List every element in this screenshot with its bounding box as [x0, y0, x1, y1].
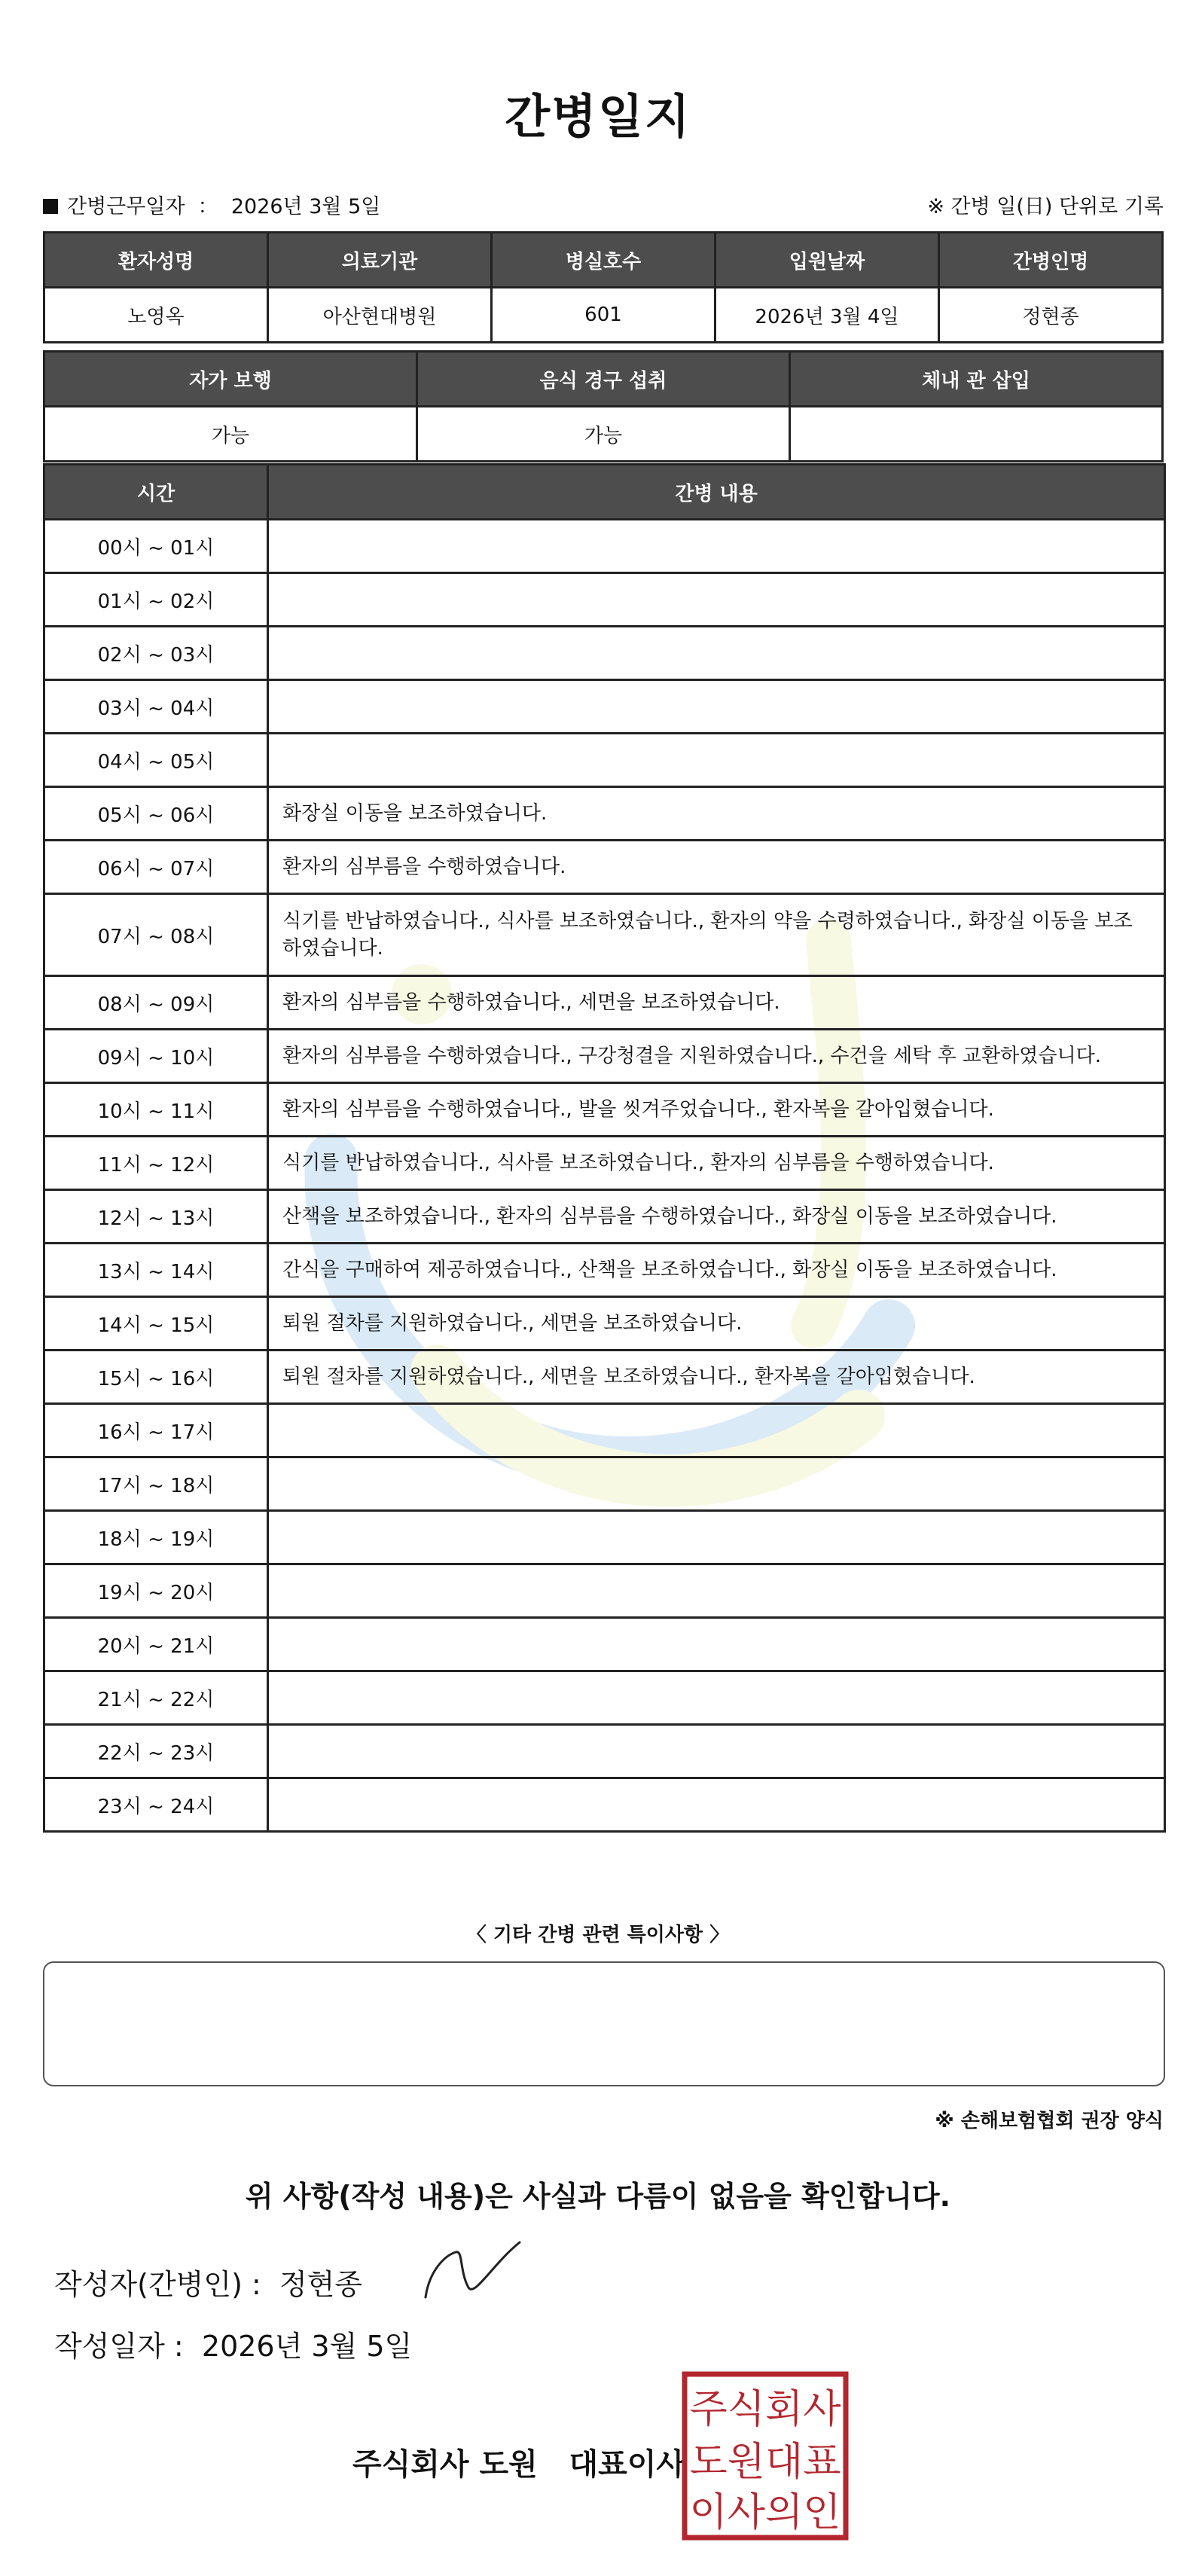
row-content [268, 1671, 1165, 1725]
table-row [44, 734, 1165, 787]
row-content [268, 1457, 1165, 1511]
row-content [268, 1618, 1165, 1671]
header-room: 병실호수 [492, 233, 715, 288]
header-caregiver: 간병인명 [939, 233, 1163, 288]
table-row [44, 976, 1165, 1030]
row-content: 식기를 반납하였습니다., 식사를 보조하였습니다., 환자의 약을 수령하였습니다., 화장실 이동을 보조하였습니다. [268, 894, 1165, 976]
row-content [268, 680, 1165, 734]
table-row [44, 1083, 1165, 1137]
table-row [44, 1030, 1165, 1083]
table-row [44, 1564, 1165, 1618]
row-time: 12시 ~ 13시 [44, 1190, 268, 1244]
writer-row [54, 2261, 362, 2303]
self-walking-value: 가능 [44, 407, 417, 462]
table-row [44, 1725, 1165, 1778]
row-time: 17시 ~ 18시 [44, 1457, 268, 1511]
row-time: 22시 ~ 23시 [44, 1725, 268, 1778]
table-row [44, 520, 1165, 573]
table-row [44, 627, 1165, 680]
row-content: 환자의 심부름을 수행하였습니다., 발을 씻겨주었습니다., 환자복을 갈아입혔습니다. [268, 1083, 1165, 1137]
row-time: 02시 ~ 03시 [44, 627, 268, 680]
row-content [268, 1564, 1165, 1618]
row-content: 산책을 보조하였습니다., 환자의 심부름을 수행하였습니다., 화장실 이동을 보조하였습니다. [268, 1190, 1165, 1244]
header-time: 시간 [44, 465, 268, 520]
row-time: 13시 ~ 14시 [44, 1244, 268, 1297]
table-row [44, 1297, 1165, 1351]
table-row [44, 1137, 1165, 1190]
row-time: 11시 ~ 12시 [44, 1137, 268, 1190]
row-content: 퇴원 절차를 지원하였습니다., 세면을 보조하였습니다. [268, 1297, 1165, 1351]
row-content [268, 1725, 1165, 1778]
header-admission-date: 입원날짜 [715, 233, 939, 288]
row-time: 21시 ~ 22시 [44, 1671, 268, 1725]
writer-label: 작성자(간병인) : [54, 2268, 261, 2301]
row-content [268, 627, 1165, 680]
row-time: 03시 ~ 04시 [44, 680, 268, 734]
table-row [44, 787, 1165, 841]
seal-line-1: 주식회사 [689, 2387, 841, 2432]
row-time: 18시 ~ 19시 [44, 1511, 268, 1564]
care-log-table [43, 463, 1166, 1833]
row-content: 간식을 구매하여 제공하였습니다., 산책을 보조하였습니다., 화장실 이동을 보조하였습니다. [268, 1244, 1165, 1297]
confirmation-statement: 위 사항(작성 내용)은 사실과 다름이 없음을 확인합니다. [245, 2180, 951, 2213]
work-date-row [43, 190, 380, 219]
remarks-box [43, 1961, 1165, 2086]
date-value: 2026년 3월 5일 [201, 2330, 413, 2363]
table-row [44, 1671, 1165, 1725]
hospital: 아산현대병원 [268, 288, 492, 343]
table-row [44, 1618, 1165, 1671]
signature-icon [422, 2241, 527, 2301]
work-date-separator: ： [197, 195, 218, 218]
table-row [44, 1404, 1165, 1457]
header-oral-intake: 음식 경구 섭취 [417, 352, 790, 407]
remarks-title: 〈 기타 간병 관련 특이사항 〉 [466, 1924, 730, 1946]
row-time: 14시 ~ 15시 [44, 1297, 268, 1351]
company-name: 주식회사 도원 대표이사 [352, 2447, 686, 2482]
table-row [44, 1351, 1165, 1404]
row-content: 식기를 반납하였습니다., 식사를 보조하였습니다., 환자의 심부름을 수행하였습니다. [268, 1137, 1165, 1190]
table-row [44, 1457, 1165, 1511]
work-date-value: 2026년 3월 5일 [230, 195, 381, 218]
work-date-label: 간병근무일자 [67, 195, 185, 218]
row-time: 07시 ~ 08시 [44, 894, 268, 976]
header-tube-insertion: 체내 관 삽입 [790, 352, 1163, 407]
row-time: 06시 ~ 07시 [44, 841, 268, 894]
header-self-walking: 자가 보행 [44, 352, 417, 407]
row-content [268, 1778, 1165, 1832]
row-content: 환자의 심부름을 수행하였습니다., 세면을 보조하였습니다. [268, 976, 1165, 1030]
admission-date: 2026년 3월 4일 [715, 288, 939, 343]
row-content [268, 520, 1165, 573]
row-time: 08시 ~ 09시 [44, 976, 268, 1030]
row-content [268, 1404, 1165, 1457]
table-row [44, 573, 1165, 627]
table-row [44, 1511, 1165, 1564]
table-row [44, 1190, 1165, 1244]
oral-intake-value: 가능 [417, 407, 790, 462]
square-bullet-icon [43, 199, 58, 214]
table-row [44, 894, 1165, 976]
row-content: 환자의 심부름을 수행하였습니다. [268, 841, 1165, 894]
row-content: 퇴원 절차를 지원하였습니다., 세면을 보조하였습니다., 환자복을 갈아입혔습니다. [268, 1351, 1165, 1404]
row-content: 화장실 이동을 보조하였습니다. [268, 787, 1165, 841]
row-content [268, 573, 1165, 627]
row-time: 16시 ~ 17시 [44, 1404, 268, 1457]
row-content [268, 734, 1165, 787]
row-time: 20시 ~ 21시 [44, 1618, 268, 1671]
tube-insertion-value [790, 407, 1163, 462]
header-care-content: 간병 내용 [268, 465, 1165, 520]
caregiver-name: 정현종 [939, 288, 1163, 343]
patient-info-table [43, 231, 1164, 343]
row-content [268, 1511, 1165, 1564]
row-time: 04시 ~ 05시 [44, 734, 268, 787]
row-time: 15시 ~ 16시 [44, 1351, 268, 1404]
patient-name: 노영옥 [44, 288, 268, 343]
date-label: 작성일자 : [54, 2330, 184, 2363]
company-seal [682, 2371, 849, 2541]
header-patient-name: 환자성명 [44, 233, 268, 288]
unit-note: ※ 간병 일(日) 단위로 기록 [927, 195, 1164, 218]
patient-ability-table [43, 350, 1164, 462]
row-time: 10시 ~ 11시 [44, 1083, 268, 1137]
row-time: 23시 ~ 24시 [44, 1778, 268, 1832]
row-time: 00시 ~ 01시 [44, 520, 268, 573]
table-row [44, 680, 1165, 734]
row-time: 05시 ~ 06시 [44, 787, 268, 841]
row-time: 09시 ~ 10시 [44, 1030, 268, 1083]
date-row [54, 2323, 412, 2364]
seal-line-3: 이사의인 [689, 2490, 841, 2535]
row-content: 환자의 심부름을 수행하였습니다., 구강청결을 지원하였습니다., 수건을 세탁 후 교환하였습니다. [268, 1030, 1165, 1083]
row-time: 01시 ~ 02시 [44, 573, 268, 627]
writer-name: 정현종 [279, 2268, 363, 2301]
row-time: 19시 ~ 20시 [44, 1564, 268, 1618]
seal-line-2: 도원대표 [689, 2440, 841, 2485]
form-note: ※ 손해보험협회 권장 양식 [935, 2110, 1164, 2132]
table-row [44, 841, 1165, 894]
table-row [44, 1778, 1165, 1832]
table-row [44, 1244, 1165, 1297]
page-title: 간병일지 [505, 89, 691, 144]
room-number: 601 [492, 288, 715, 343]
header-hospital: 의료기관 [268, 233, 492, 288]
